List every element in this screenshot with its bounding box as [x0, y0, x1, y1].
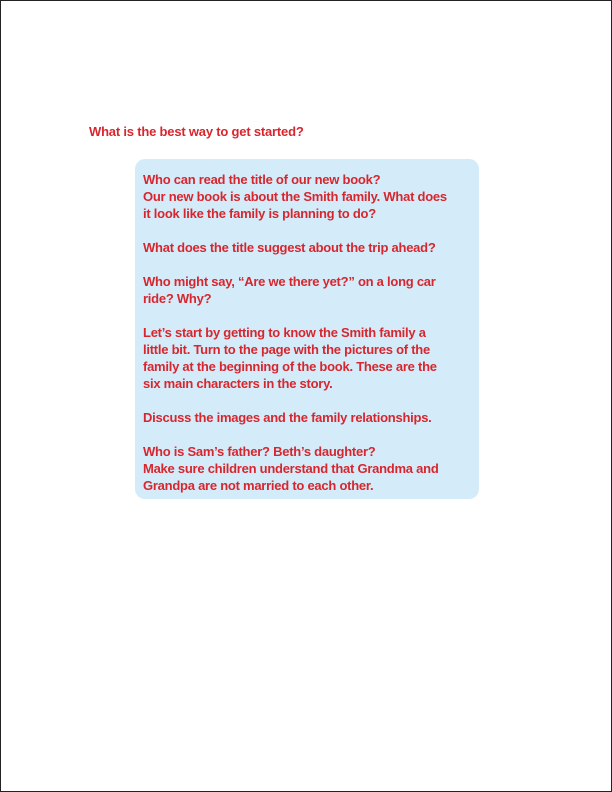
text-line: little bit. Turn to the page with the pictures of the — [143, 342, 430, 357]
text-line: Make sure children understand that Grandma and — [143, 461, 439, 476]
text-line: Who can read the title of our new book? — [143, 172, 381, 187]
text-line: ride? Why? — [143, 291, 212, 306]
text-line: family at the beginning of the book. These are the — [143, 359, 437, 374]
page-heading: What is the best way to get started? — [89, 124, 304, 139]
text-line: it look like the family is planning to do? — [143, 206, 376, 221]
text-line: Let’s start by getting to know the Smith family a — [143, 325, 426, 340]
text-line: Our new book is about the Smith family. What does — [143, 189, 447, 204]
text-line: Who might say, “Are we there yet?” on a long car — [143, 274, 436, 289]
text-line: What does the title suggest about the trip ahead? — [143, 240, 436, 255]
paragraph-title-suggestion — [143, 239, 471, 256]
text-line: six main characters in the story. — [143, 376, 333, 391]
text-line: Who is Sam’s father? Beth’s daughter? — [143, 444, 376, 459]
paragraph-are-we-there-yet — [143, 273, 471, 307]
discussion-callout-box — [135, 159, 479, 499]
paragraph-meet-the-family — [143, 324, 471, 392]
text-line: Discuss the images and the family relationships. — [143, 410, 432, 425]
paragraph-family-relationships — [143, 443, 471, 494]
paragraph-discuss-images — [143, 409, 471, 426]
paragraph-book-title — [143, 171, 471, 222]
text-line: Grandpa are not married to each other. — [143, 478, 374, 493]
